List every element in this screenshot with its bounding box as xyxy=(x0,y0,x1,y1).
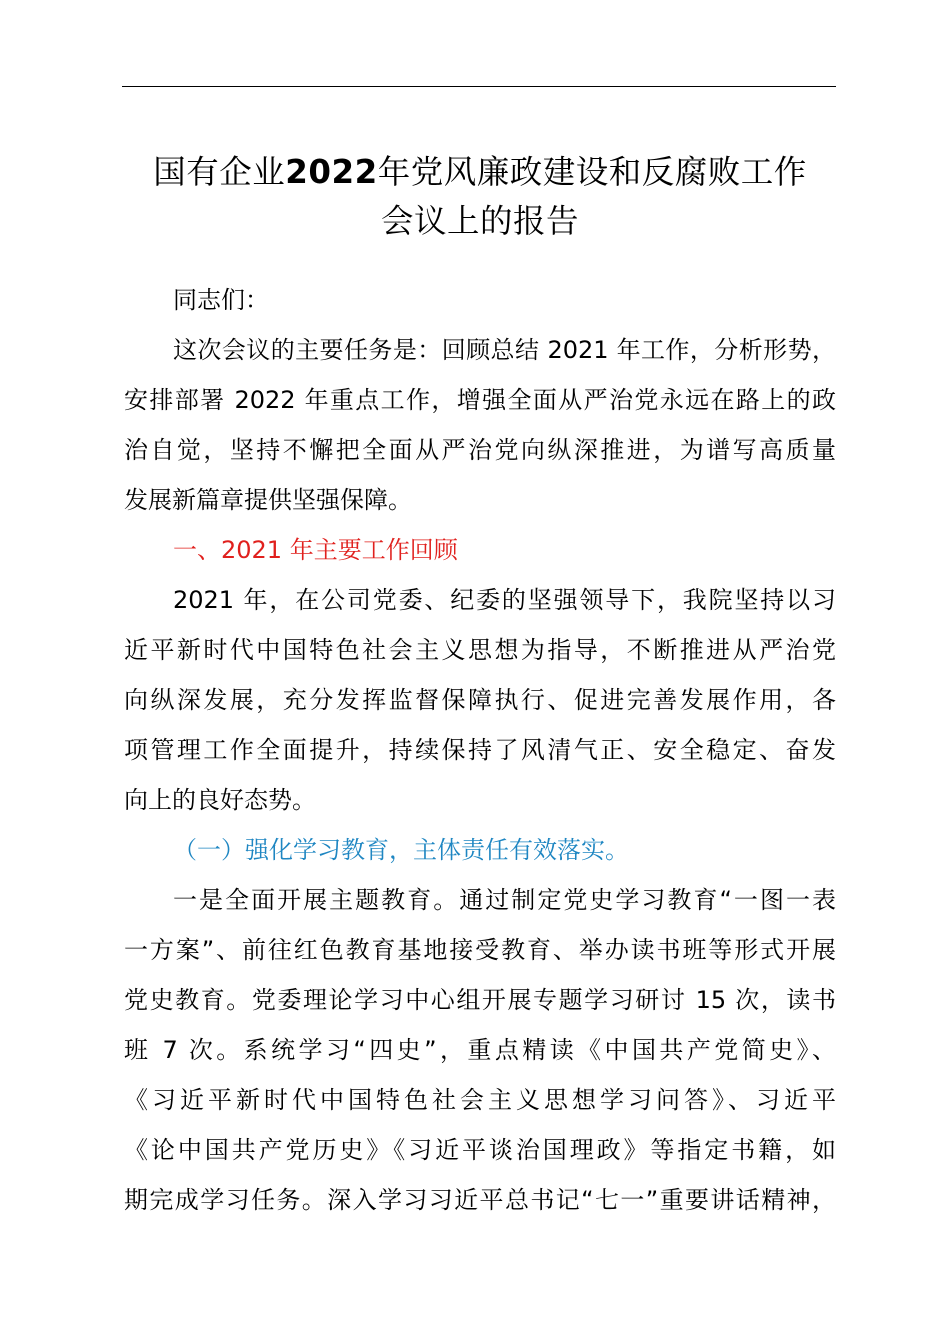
title-year: 2022 xyxy=(285,153,378,191)
header-rule xyxy=(122,86,836,87)
body-line: 《论中国共产党历史》《习近平谈治国理政》等指定书籍，如 xyxy=(124,1136,836,1164)
document-title-line-1 xyxy=(100,152,860,192)
title-prefix: 国有企业 xyxy=(153,153,286,191)
title-suffix: 年党风廉政建设和反腐败工作 xyxy=(377,153,807,191)
body-line: 一方案”、前往红色教育基地接受教育、举办读书班等形式开展 xyxy=(124,936,836,964)
body-line: 期完成学习任务。深入学习习近平总书记“七一”重要讲话精神， xyxy=(124,1186,836,1214)
section-heading: 一、2021 年主要工作回顾 xyxy=(173,536,458,564)
intro-line: 发展新篇章提供坚强保障。 xyxy=(124,486,412,514)
intro-line: 这次会议的主要任务是：回顾总结 2021 年工作，分析形势， xyxy=(173,336,836,364)
body-line: 党史教育。党委理论学习中心组开展专题学习研讨 15 次，读书 xyxy=(124,986,836,1014)
body-line: 2021 年，在公司党委、纪委的坚强领导下，我院坚持以习 xyxy=(173,586,836,614)
body-line: 项管理工作全面提升，持续保持了风清气正、安全稳定、奋发 xyxy=(124,736,836,764)
intro-line: 安排部署 2022 年重点工作，增强全面从严治党永远在路上的政 xyxy=(124,386,836,414)
body-line: 一是全面开展主题教育。通过制定党史学习教育“一图一表 xyxy=(173,886,836,914)
body-line: 向纵深发展，充分发挥监督保障执行、促进完善发展作用，各 xyxy=(124,686,836,714)
body-line: 《习近平新时代中国特色社会主义思想学习问答》、习近平 xyxy=(124,1086,836,1114)
salutation: 同志们： xyxy=(173,286,269,314)
body-line: 向上的良好态势。 xyxy=(124,786,316,814)
document-title-line-2: 会议上的报告 xyxy=(380,202,579,240)
intro-line: 治自觉，坚持不懈把全面从严治党向纵深推进，为谱写高质量 xyxy=(124,436,836,464)
body-line: 近平新时代中国特色社会主义思想为指导，不断推进从严治党 xyxy=(124,636,836,664)
subsection-heading: （一）强化学习教育，主体责任有效落实。 xyxy=(173,836,629,864)
body-line: 班 7 次。系统学习“四史”，重点精读《中国共产党简史》、 xyxy=(124,1036,836,1064)
